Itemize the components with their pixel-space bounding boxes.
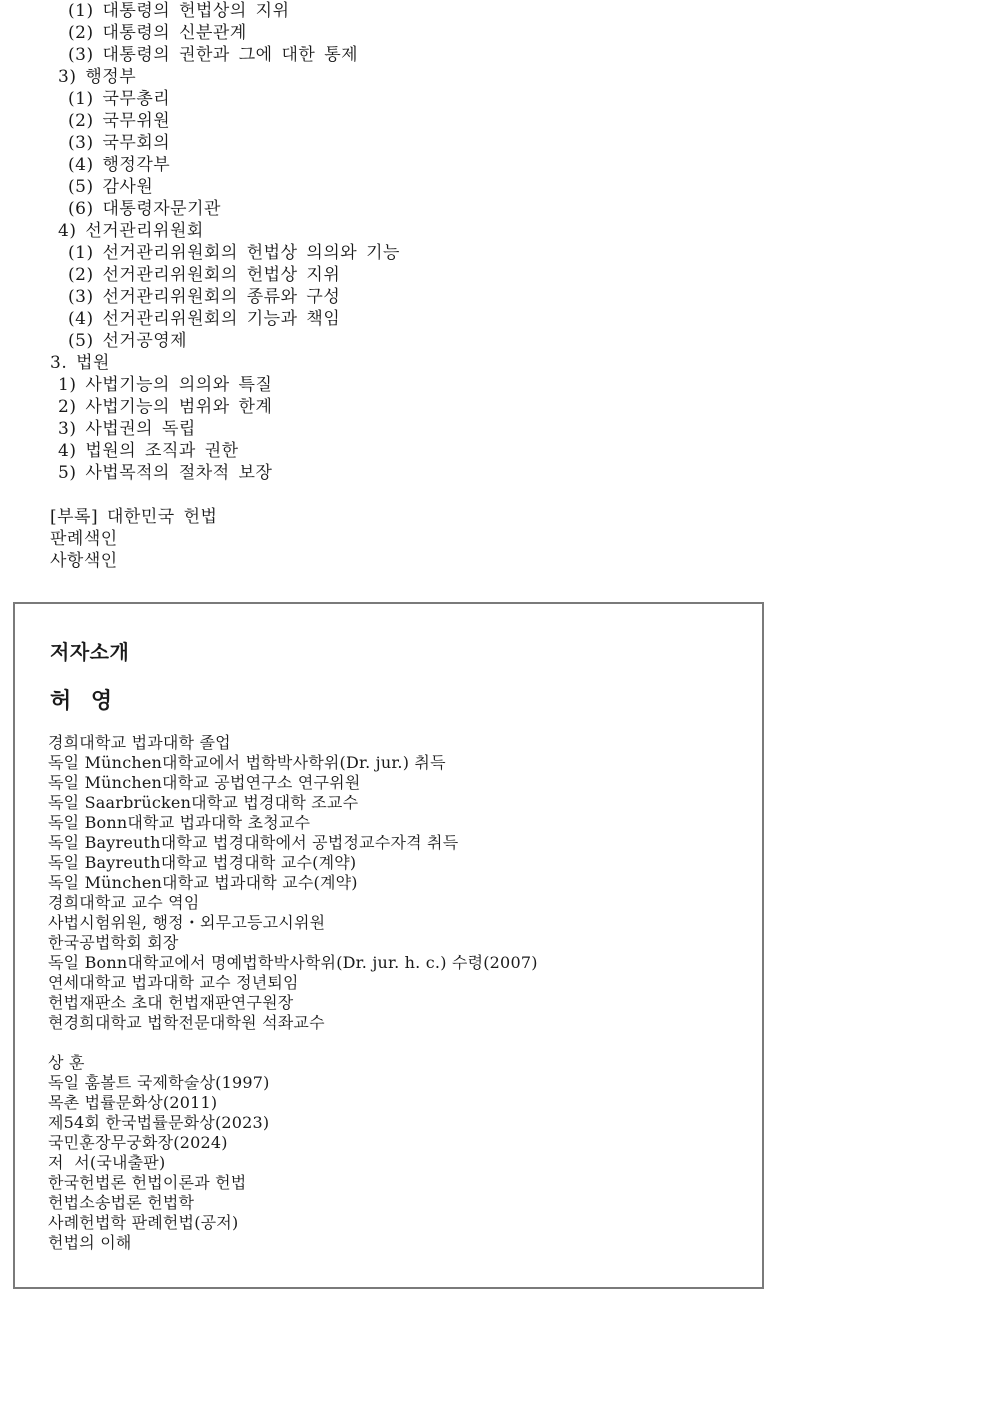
toc-entry: (4) 선거관리위원회의 기능과 책임 bbox=[68, 309, 341, 329]
toc-entry: 4) 선거관리위원회 bbox=[58, 221, 204, 241]
toc-entry: (1) 국무총리 bbox=[68, 89, 171, 109]
bio-item: 한국공법학회 회장 bbox=[48, 933, 179, 952]
works-heading: 저 서(국내출판) bbox=[48, 1153, 166, 1172]
award-item: 목촌 법률문화상(2011) bbox=[48, 1093, 218, 1112]
author-name: 허 영 bbox=[50, 689, 119, 714]
toc-entry: 1) 사법기능의 의의와 특질 bbox=[58, 375, 273, 395]
toc-entry: (2) 대통령의 신분관계 bbox=[68, 23, 247, 43]
toc-appendix: [부록] 대한민국 헌법 bbox=[50, 507, 218, 527]
toc-entry: 2) 사법기능의 범위와 한계 bbox=[58, 397, 273, 417]
toc-entry: (2) 선거관리위원회의 헌법상 지위 bbox=[68, 265, 341, 285]
bio-item: 독일 München대학교 법과대학 교수(계약) bbox=[48, 873, 358, 892]
toc-chapter: 3. 법원 bbox=[50, 353, 110, 373]
toc-entry: (1) 대통령의 헌법상의 지위 bbox=[68, 1, 290, 21]
toc-entry: 4) 법원의 조직과 권한 bbox=[58, 441, 239, 461]
bio-item: 독일 Bonn대학교 법과대학 초청교수 bbox=[48, 813, 311, 832]
bio-item: 헌법재판소 초대 헌법재판연구원장 bbox=[48, 993, 294, 1012]
toc-entry: (4) 행정각부 bbox=[68, 155, 171, 175]
toc-entry: 5) 사법목적의 절차적 보장 bbox=[58, 463, 273, 483]
toc-subject-index: 사항색인 bbox=[50, 551, 118, 571]
author-info-box bbox=[13, 602, 764, 1289]
bio-item: 독일 Bayreuth대학교 법경대학 교수(계약) bbox=[48, 853, 357, 872]
work-item: 사례헌법학 판례헌법(공저) bbox=[48, 1213, 239, 1232]
work-item: 헌법의 이해 bbox=[48, 1233, 132, 1252]
bio-item: 독일 Bayreuth대학교 법경대학에서 공법정교수자격 취득 bbox=[48, 833, 459, 852]
toc-entry: (1) 선거관리위원회의 헌법상 의의와 기능 bbox=[68, 243, 400, 263]
toc-entry: (3) 대통령의 권한과 그에 대한 통제 bbox=[68, 45, 359, 65]
toc-entry: (5) 감사원 bbox=[68, 177, 154, 197]
awards-and-works-list bbox=[48, 1053, 270, 1253]
toc-entry: 3) 행정부 bbox=[58, 67, 137, 87]
bio-item: 경희대학교 법과대학 졸업 bbox=[48, 733, 231, 752]
award-item: 국민훈장무궁화장(2024) bbox=[48, 1133, 228, 1152]
bio-item: 경희대학교 교수 역임 bbox=[48, 893, 200, 912]
toc-case-index: 판례색인 bbox=[50, 529, 118, 549]
awards-heading: 상 훈 bbox=[48, 1053, 85, 1072]
bio-item: 독일 München대학교 공법연구소 연구위원 bbox=[48, 773, 361, 792]
work-item: 헌법소송법론 헌법학 bbox=[48, 1193, 195, 1212]
bio-item: 독일 München대학교에서 법학박사학위(Dr. jur.) 취득 bbox=[48, 753, 446, 772]
award-item: 제54회 한국법률문화상(2023) bbox=[48, 1113, 270, 1132]
toc-entry: 3) 사법권의 독립 bbox=[58, 419, 196, 439]
bio-item: 사법시험위원, 행정・외무고등고시위원 bbox=[48, 913, 326, 932]
toc-entry: (3) 선거관리위원회의 종류와 구성 bbox=[68, 287, 341, 307]
author-heading: 저자소개 bbox=[50, 640, 130, 664]
toc-entry: (2) 국무위원 bbox=[68, 111, 171, 131]
toc-entry: (5) 선거공영제 bbox=[68, 331, 188, 351]
work-item: 한국헌법론 헌법이론과 헌법 bbox=[48, 1173, 247, 1192]
award-item: 독일 훔볼트 국제학술상(1997) bbox=[48, 1073, 270, 1092]
bio-item: 독일 Saarbrücken대학교 법경대학 조교수 bbox=[48, 793, 359, 812]
bio-item: 현경희대학교 법학전문대학원 석좌교수 bbox=[48, 1013, 325, 1032]
toc-entry: (3) 국무회의 bbox=[68, 133, 171, 153]
author-bio-list bbox=[48, 733, 538, 1033]
bio-item: 연세대학교 법과대학 교수 정년퇴임 bbox=[48, 973, 299, 992]
toc-entry: (6) 대통령자문기관 bbox=[68, 199, 221, 219]
bio-item: 독일 Bonn대학교에서 명예법학박사학위(Dr. jur. h. c.) 수령(2007) bbox=[48, 953, 538, 972]
